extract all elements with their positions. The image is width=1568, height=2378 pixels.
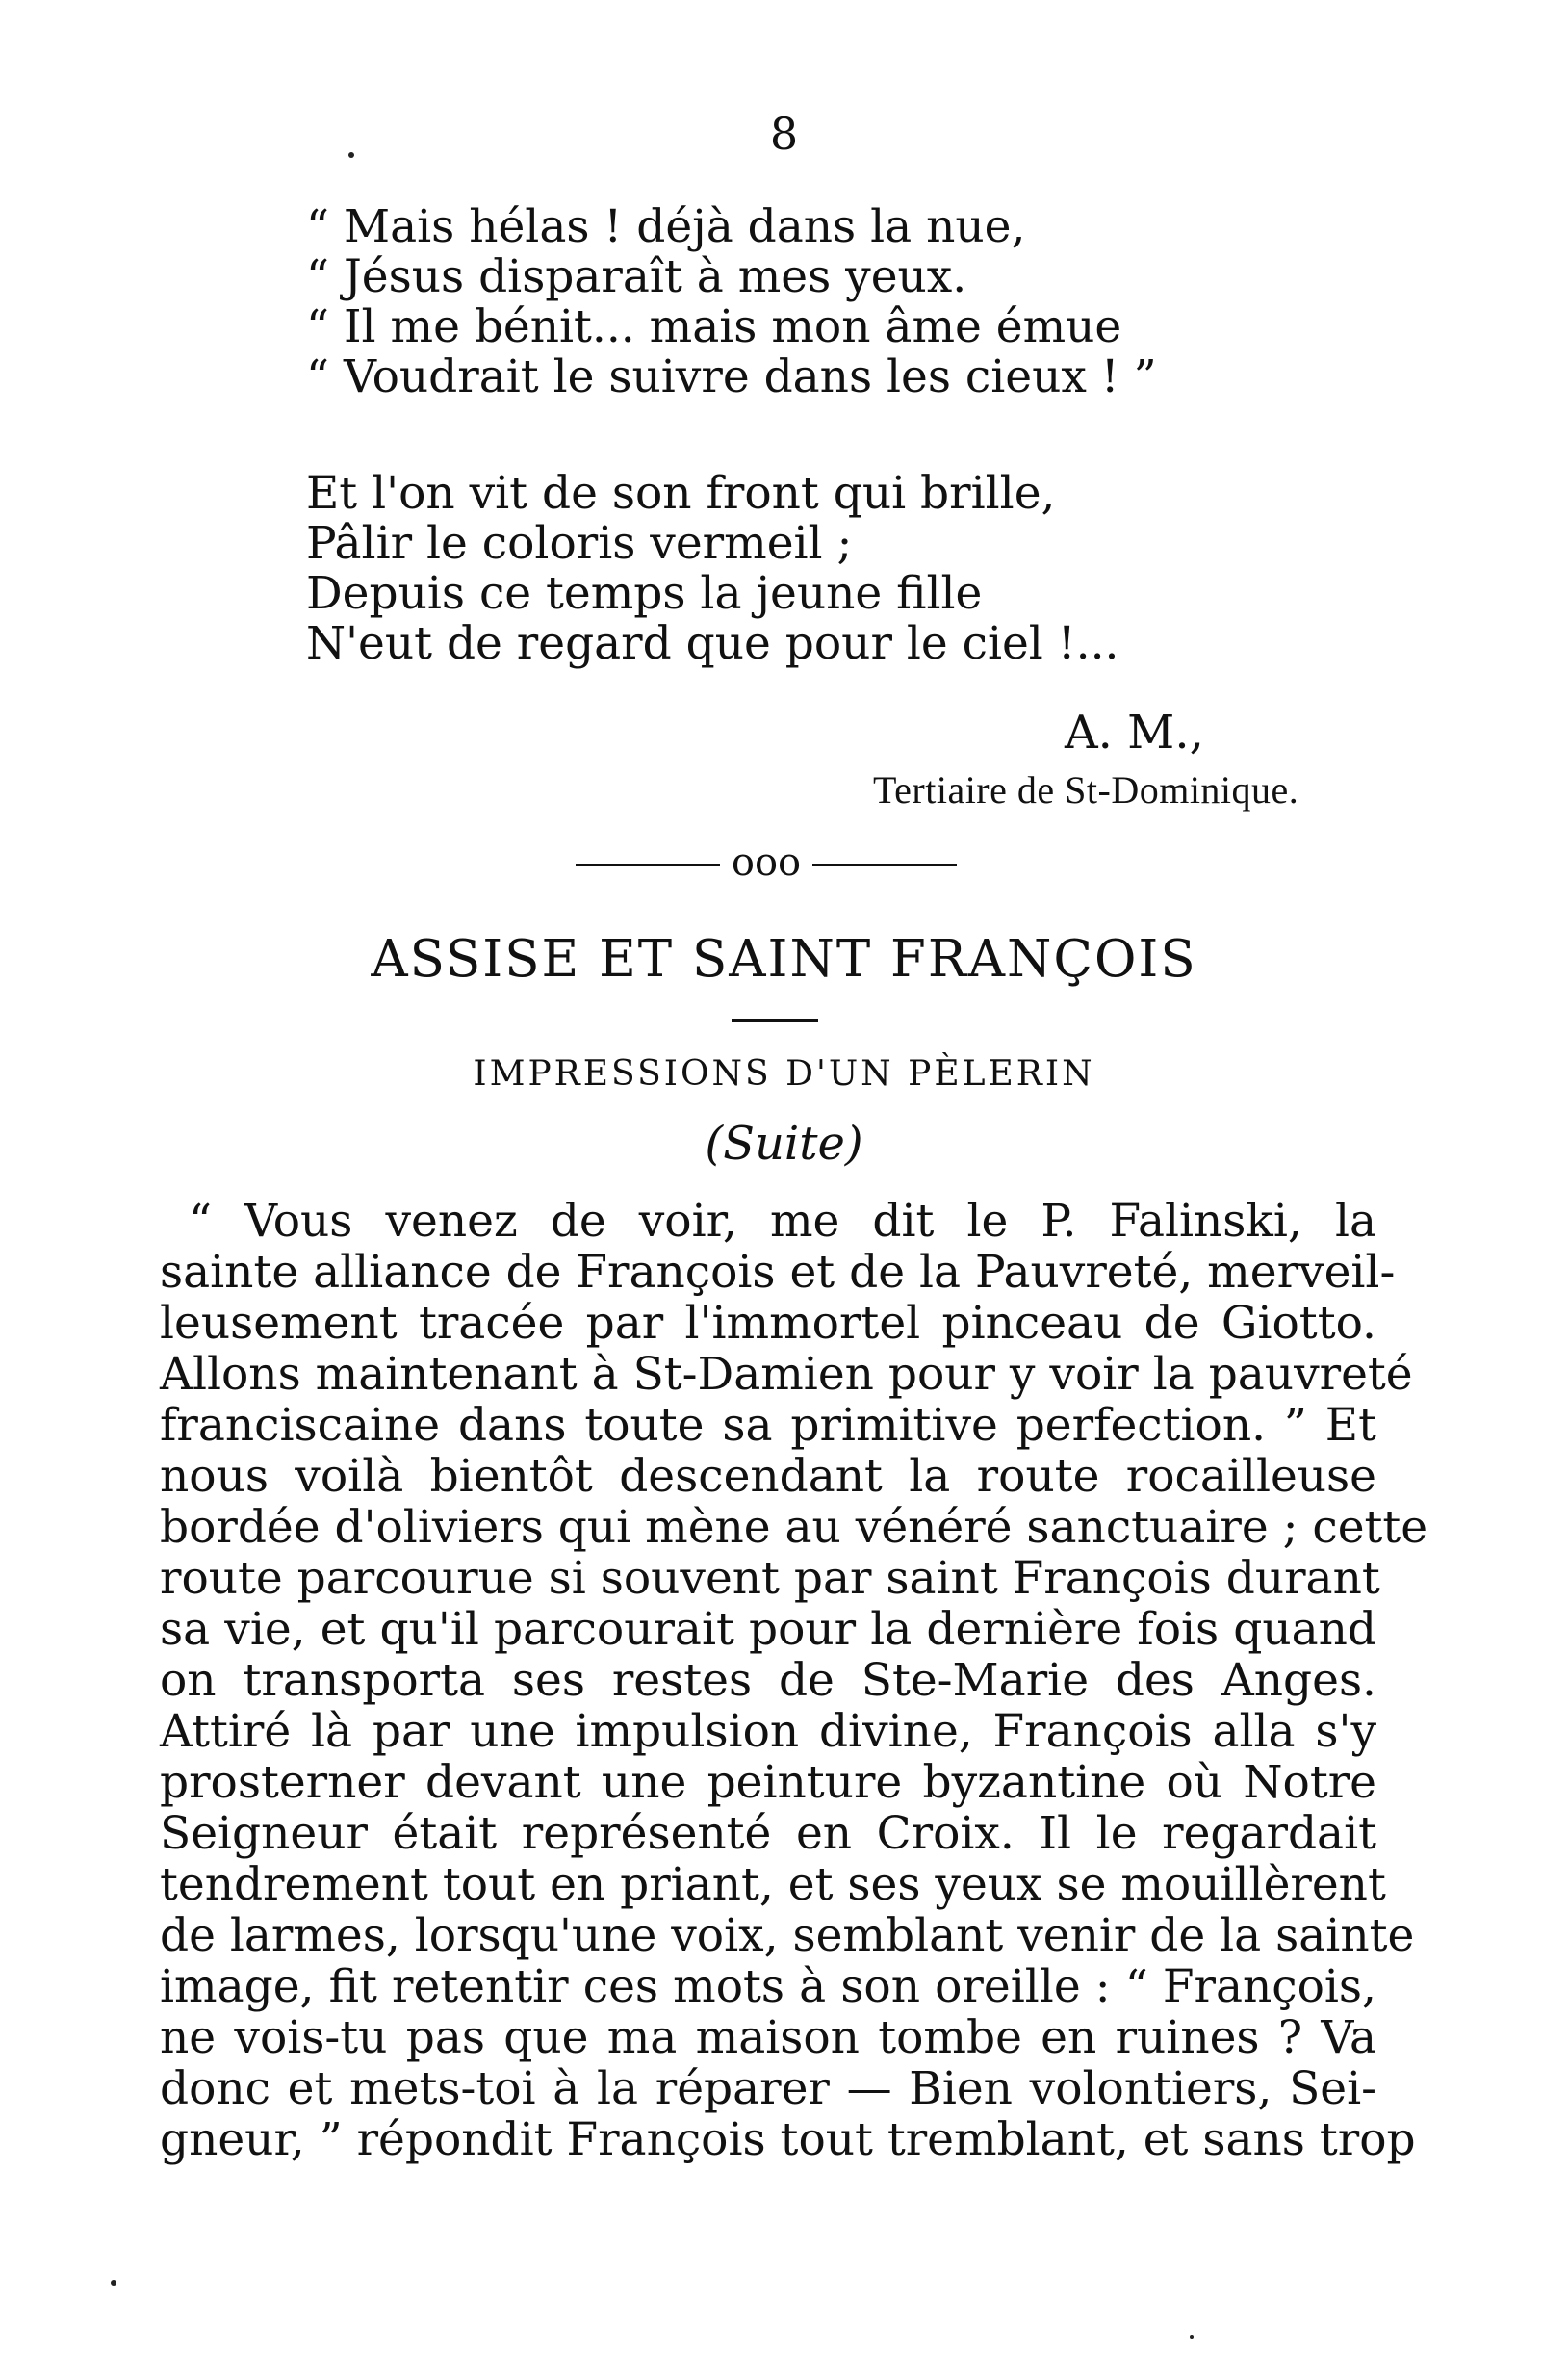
article-title: ASSISE ET SAINT FRANÇOIS <box>371 930 1197 989</box>
body-text-line: nous voilà bientôt descendant la route rocailleuse <box>160 1450 1376 1503</box>
print-speck <box>348 152 354 158</box>
body-text-line: franciscaine dans toute sa primitive perfection. ” Et <box>160 1399 1376 1452</box>
body-text-line: Attiré là par une impulsion divine, François alla s'y <box>160 1705 1376 1758</box>
poem-line: “ Il me bénit... mais mon âme émue <box>306 300 1122 353</box>
body-text-line: tendrement tout en priant, et ses yeux se mouillèrent <box>160 1858 1386 1911</box>
body-text-line: sa vie, et qu'il parcourait pour la dernière fois quand <box>160 1603 1376 1656</box>
divider-ornament: ooo <box>731 840 802 885</box>
body-text-line: de larmes, lorsqu'une voix, semblant venir de la sainte <box>160 1909 1415 1962</box>
continuation-label: (Suite) <box>705 1117 863 1171</box>
body-text-line: gneur, ” répondit François tout tremblant, et sans trop <box>160 2113 1416 2166</box>
divider-rule-right <box>812 864 957 866</box>
poem-line: Depuis ce temps la jeune fille <box>306 567 983 620</box>
body-text-line: sainte alliance de François et de la Pauvreté, merveil- <box>160 1246 1396 1299</box>
body-text-line: Allons maintenant à St-Damien pour y voir la pauvreté <box>160 1348 1413 1401</box>
body-text-line: “ Vous venez de voir, me dit le P. Falinski, la <box>189 1195 1376 1248</box>
title-rule <box>732 1019 818 1022</box>
section-divider <box>576 840 957 885</box>
body-text-line: route parcourue si souvent par saint François durant <box>160 1552 1380 1605</box>
body-text-line: donc et mets-toi à la réparer — Bien volontiers, Sei- <box>160 2062 1376 2115</box>
poem-line: “ Mais hélas ! déjà dans la nue, <box>306 200 1026 253</box>
page-number: 8 <box>769 108 799 160</box>
poem-line: “ Jésus disparaît à mes yeux. <box>306 250 967 303</box>
poem-line: N'eut de regard que pour le ciel !... <box>306 617 1119 670</box>
poem-line: Et l'on vit de son front qui brille, <box>306 467 1056 520</box>
print-speck <box>111 2280 116 2286</box>
body-text-line: leusement tracée par l'immortel pinceau de Giotto. <box>160 1297 1376 1350</box>
body-text-line: prosterner devant une peinture byzantine où Notre <box>160 1756 1376 1809</box>
divider-rule-left <box>576 864 720 866</box>
body-text-line: on transporta ses restes de Ste-Marie des Anges. <box>160 1654 1376 1707</box>
poem-line: Pâlir le coloris vermeil ; <box>306 517 853 570</box>
signature-title: Tertiaire de St-Dominique. <box>873 768 1299 812</box>
body-text-line: Seigneur était représenté en Croix. Il le regardait <box>160 1807 1376 1860</box>
article-subtitle: IMPRESSIONS D'UN PÈLERIN <box>473 1054 1095 1094</box>
body-text-line: image, fit retentir ces mots à son oreille : “ François, <box>160 1960 1376 2013</box>
poem-line: “ Voudrait le suivre dans les cieux ! ” <box>306 350 1157 403</box>
print-speck <box>1190 2335 1194 2339</box>
body-text-line: bordée d'oliviers qui mène au vénéré sanctuaire ; cette <box>160 1501 1428 1554</box>
body-text-line: ne vois-tu pas que ma maison tombe en ruines ? Va <box>160 2011 1376 2064</box>
signature-name: A. M., <box>1065 706 1204 760</box>
